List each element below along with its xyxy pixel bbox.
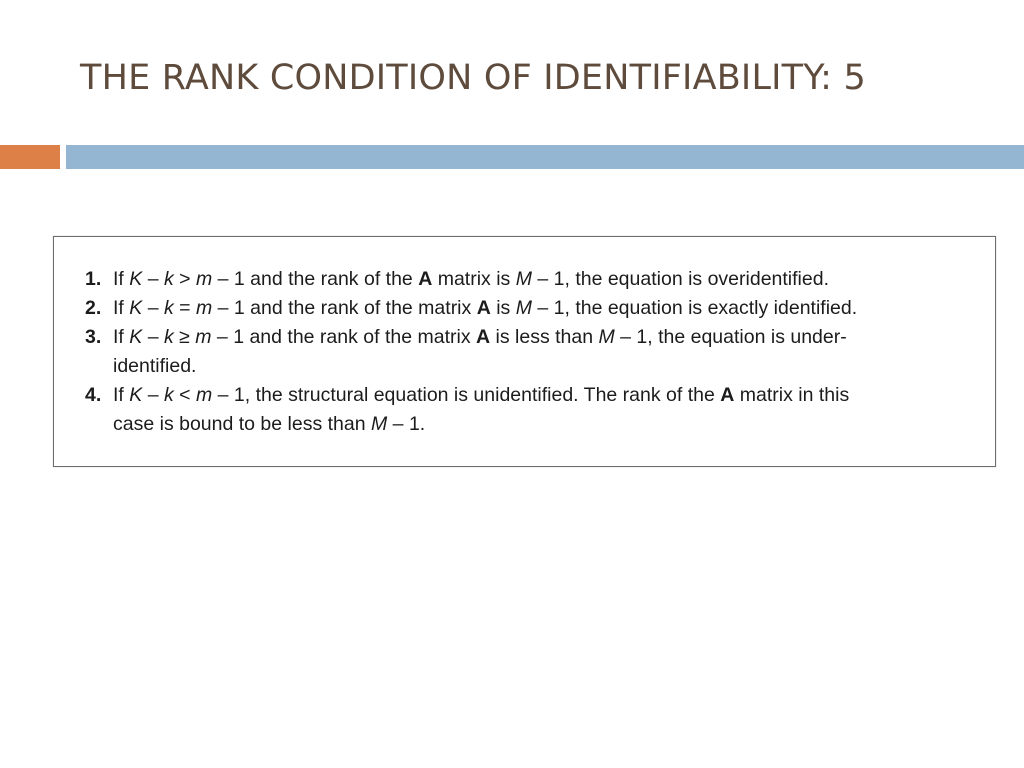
text-run: ≥ bbox=[173, 326, 196, 348]
text-run: – bbox=[142, 268, 164, 290]
accent-bar-blue bbox=[66, 145, 1024, 169]
math-variable: K bbox=[129, 268, 143, 290]
text-run: – bbox=[142, 297, 164, 319]
accent-bar-orange bbox=[0, 145, 60, 169]
text-run: matrix in this bbox=[734, 384, 850, 406]
text-run: identified. bbox=[113, 355, 197, 377]
conditions-list bbox=[85, 265, 985, 439]
condition-item bbox=[85, 323, 985, 381]
math-variable: M bbox=[371, 413, 388, 435]
condition-item bbox=[85, 294, 985, 323]
math-variable: m bbox=[195, 326, 212, 348]
math-variable: M bbox=[515, 268, 532, 290]
text-run: If bbox=[113, 384, 130, 406]
math-variable: K bbox=[129, 326, 143, 348]
math-variable: k bbox=[163, 384, 174, 406]
matrix-symbol: A bbox=[418, 268, 433, 290]
text-run: If bbox=[113, 326, 130, 348]
condition-text bbox=[113, 265, 985, 294]
text-run: case is bound to be less than bbox=[113, 413, 372, 435]
text-run: If bbox=[113, 297, 130, 319]
matrix-symbol: A bbox=[476, 297, 491, 319]
condition-number: 4. bbox=[85, 384, 102, 406]
math-variable: K bbox=[129, 297, 143, 319]
condition-number: 2. bbox=[85, 297, 102, 319]
math-variable: M bbox=[598, 326, 615, 348]
math-variable: m bbox=[195, 384, 213, 406]
math-variable: k bbox=[163, 268, 174, 290]
text-run: > bbox=[173, 268, 196, 290]
matrix-symbol: A bbox=[476, 326, 491, 348]
math-variable: k bbox=[163, 326, 174, 348]
text-run: – bbox=[142, 326, 164, 348]
math-variable: m bbox=[195, 297, 213, 319]
math-variable: k bbox=[163, 297, 174, 319]
math-variable: m bbox=[195, 268, 213, 290]
text-run: – 1 and the rank of the matrix bbox=[212, 297, 477, 319]
condition-item bbox=[85, 381, 985, 439]
text-run: – 1, the equation is under- bbox=[614, 326, 847, 348]
text-run: is less than bbox=[490, 326, 599, 348]
condition-text bbox=[113, 294, 985, 323]
condition-text bbox=[113, 323, 985, 381]
text-run: < bbox=[173, 384, 196, 406]
text-run: is bbox=[490, 297, 516, 319]
condition-number: 1. bbox=[85, 268, 102, 290]
text-run: – 1, the equation is overidentified. bbox=[531, 268, 829, 290]
condition-text bbox=[113, 381, 985, 439]
text-run: – bbox=[142, 384, 164, 406]
text-run: – 1, the equation is exactly identified. bbox=[531, 297, 858, 319]
text-run: matrix is bbox=[432, 268, 516, 290]
text-run: If bbox=[113, 268, 130, 290]
text-run: – 1 and the rank of the bbox=[212, 268, 419, 290]
text-run: = bbox=[173, 297, 196, 319]
condition-item bbox=[85, 265, 985, 294]
slide-title: THE RANK CONDITION OF IDENTIFIABILITY: 5 bbox=[80, 58, 866, 98]
text-run: – 1 and the rank of the matrix bbox=[211, 326, 476, 348]
conditions-box bbox=[53, 236, 996, 467]
text-run: – 1, the structural equation is unidentified. The rank of the bbox=[212, 384, 721, 406]
matrix-symbol: A bbox=[720, 384, 735, 406]
math-variable: K bbox=[129, 384, 143, 406]
math-variable: M bbox=[515, 297, 532, 319]
condition-number: 3. bbox=[85, 326, 102, 348]
text-run: – 1. bbox=[387, 413, 426, 435]
